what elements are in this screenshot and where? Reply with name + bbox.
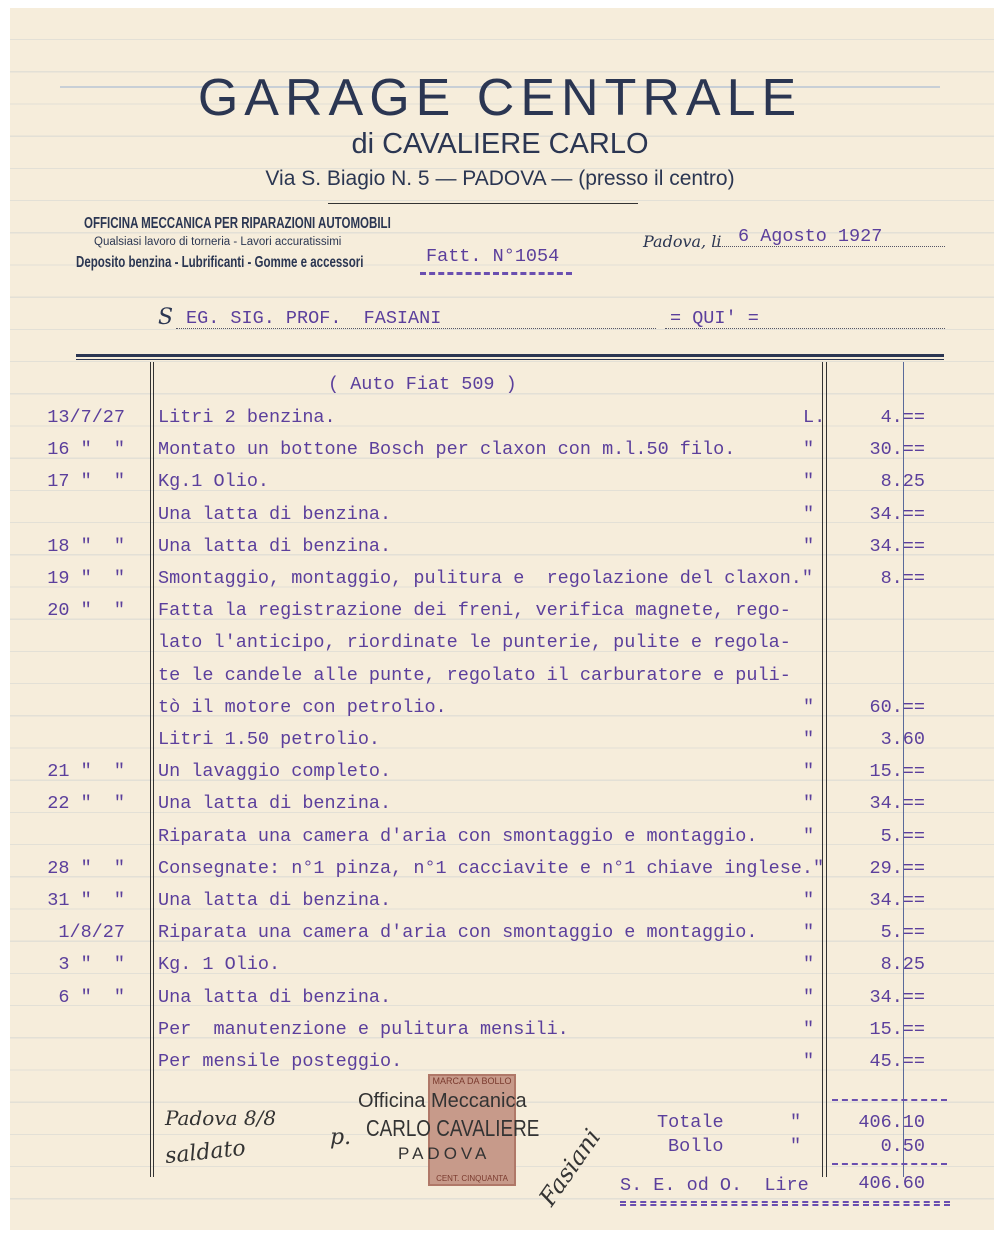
invoice-date: 6 Agosto 1927 [738,226,883,247]
line-amount: 5.== [880,922,925,944]
line-description: Fatta la registrazione dei freni, verifica magnete, rego- [158,600,791,622]
bollo-ditto: " [790,1136,802,1157]
line-date: 21 " " [47,761,125,783]
company-name: GARAGE CENTRALE [197,69,803,127]
line-item [0,916,1000,948]
line-description: Per mensile posteggio. [158,1051,403,1072]
line-date: 16 " " [47,439,125,461]
line-description: Riparata una camera d'aria con smontaggio e montaggio. [158,825,758,847]
line-ditto: " [803,471,815,493]
line-description: te le candele alle punte, regolato il carburatore e puli- [158,664,791,686]
line-description: lato l'anticipo, riordinate le punterie, pulite e regola- [158,632,791,654]
line-item [0,1013,1000,1045]
line-description: Litri 1.50 petrolio. [158,729,381,750]
line-ditto: " [803,729,815,750]
line-date: 13/7/27 [47,407,125,428]
line-date: 1/8/27 [58,922,125,944]
line-item [0,948,1000,980]
invoice-number: Fatt. N°1054 [426,246,560,267]
line-ditto: " [803,890,815,911]
line-ditto: " [803,439,815,461]
line-description: Una latta di benzina. [158,986,392,1008]
stamp-line-2: CARLO CAVALIERE [366,1115,540,1141]
handwritten-place-date: Padova 8/8 [165,1106,277,1130]
handwritten-paid: saldato [163,1135,247,1170]
table-top-rule [76,354,944,360]
line-item [0,723,1000,755]
line-amount: 34.== [869,793,925,815]
line-description: Un lavaggio completo. [158,761,392,783]
line-description: Montato un bottone Bosch per claxon con m.l.50 filo. [158,439,736,461]
signature: Fasiani [533,1123,607,1212]
company-owner: di CAVALIERE CARLO [351,128,649,160]
vehicle-label: ( Auto Fiat 509 ) [328,374,517,395]
line-ditto: " [803,1018,815,1040]
stamp-line-1: Officina Meccanica [358,1090,527,1112]
line-description: Litri 2 benzina. [158,407,336,428]
final-label: S. E. od O. Lire [620,1175,809,1196]
line-ditto: " [803,761,815,783]
final-amount: 406.60 [858,1173,925,1194]
line-item [0,820,1000,852]
line-ditto: " [803,986,815,1008]
line-item [0,755,1000,787]
recipient-location: = QUI' = [670,308,759,329]
line-amount: 8.25 [880,471,925,493]
line-description: Consegnate: n°1 pinza, n°1 cacciavite e n°1 chiave inglese." [158,857,825,879]
line-item [0,787,1000,819]
line-ditto: " [803,1051,815,1072]
line-item [0,465,1000,497]
revenue-stamp-bottom: CENT. CINQUANTA [436,1174,508,1183]
stamp-line-3: PADOVA [398,1144,491,1163]
line-description: Per manutenzione e pulitura mensili. [158,1018,569,1040]
line-item [0,594,1000,626]
line-date: 3 " " [58,954,125,976]
line-ditto: " [803,535,815,557]
business-line-2: Qualsiasi lavoro di torneria - Lavori accuratissimi [94,236,342,248]
line-date: 20 " " [47,600,125,622]
line-amount: 5.== [880,825,925,847]
line-description: Kg. 1 Olio. [158,954,281,976]
business-line-3: Deposito benzina - Lubrificanti - Gomme e accessori [76,254,364,271]
line-amount: 34.== [869,890,925,911]
line-ditto: " [803,922,815,944]
recipient: EG. SIG. PROF. FASIANI [186,308,442,329]
line-item [0,981,1000,1013]
invoice-number-underline [420,272,572,275]
line-amount: 34.== [869,986,925,1008]
place-label: Padova, li [643,232,722,251]
line-description: Kg.1 Olio. [158,471,270,493]
total-rule [832,1163,947,1165]
company-address: Via S. Biagio N. 5 — PADOVA — (presso il centro) [265,167,735,190]
final-double-rule [620,1201,950,1206]
line-ditto: " [803,696,815,718]
line-item [0,562,1000,594]
subtotal-rule [832,1099,947,1101]
line-date: 17 " " [47,471,125,493]
line-amount: 60.== [869,696,925,718]
line-ditto: " [803,954,815,976]
line-ditto: L. [803,407,826,428]
line-amount: 30.== [869,439,925,461]
stamp-prefix: p. [330,1125,352,1150]
line-item [0,401,1000,433]
line-item [0,884,1000,916]
line-amount: 29.== [869,857,925,879]
line-item [0,691,1000,723]
total-ditto: " [790,1112,802,1133]
line-item [0,626,1000,658]
line-amount: 34.== [869,503,925,525]
line-ditto: " [803,825,815,847]
revenue-stamp-top: MARCA DA BOLLO [432,1076,512,1086]
line-amount: 8.== [880,568,925,589]
total-amount: 406.10 [858,1112,925,1133]
business-line-1: OFFICINA MECCANICA PER RIPARAZIONI AUTOMOBILI [84,215,391,232]
line-description: Una latta di benzina. [158,793,392,815]
line-description: Una latta di benzina. [158,890,392,911]
line-amount: 45.== [869,1051,925,1072]
divider [328,203,638,204]
bollo-label: Bollo [668,1136,724,1157]
line-description: tò il motore con petrolio. [158,696,447,718]
total-label: Totale [657,1112,724,1133]
line-date: 22 " " [47,793,125,815]
line-date: 28 " " [47,857,125,879]
recipient-prefix: S [158,305,174,330]
line-date: 31 " " [47,890,125,911]
line-item [0,1045,1000,1077]
line-item [0,498,1000,530]
line-ditto: " [803,503,815,525]
line-date: 18 " " [47,535,125,557]
line-date: 6 " " [58,986,125,1008]
bollo-amount: 0.50 [880,1136,925,1157]
line-item [0,659,1000,691]
line-amount: 34.== [869,535,925,557]
line-amount: 15.== [869,761,925,783]
line-amount: 15.== [869,1018,925,1040]
line-amount: 8.25 [880,954,925,976]
line-description: Riparata una camera d'aria con smontaggio e montaggio. [158,922,758,944]
line-amount: 4.== [880,407,925,428]
line-description: Una latta di benzina. [158,503,392,525]
line-amount: 3.60 [880,729,925,750]
line-description: Una latta di benzina. [158,535,392,557]
line-ditto: " [803,793,815,815]
line-item [0,530,1000,562]
line-description: Smontaggio, montaggio, pulitura e regolazione del claxon." [158,568,814,589]
line-date: 19 " " [47,568,125,589]
line-item [0,852,1000,884]
line-item [0,433,1000,465]
